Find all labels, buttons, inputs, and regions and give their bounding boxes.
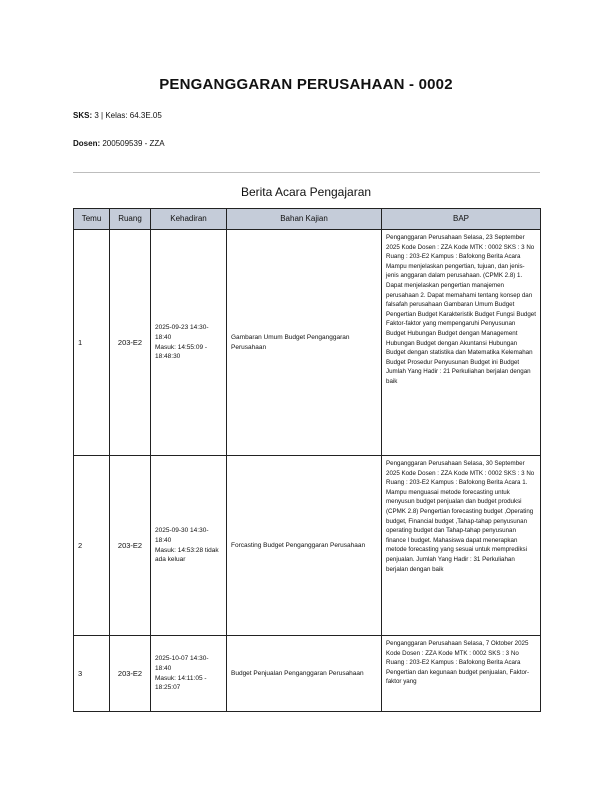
bahan-kajian-cell: Forcasting Budget Penganggaran Perusahaan [227, 456, 382, 636]
header-kehadiran: Kehadiran [151, 209, 227, 230]
kehadiran-masuk: Masuk: 14:11:05 - 18:25:07 [155, 674, 207, 692]
kehadiran-time: 2025-10-07 14:30-18:40 [155, 655, 209, 672]
bap-cell: Penganggaran Perusahaan Selasa, 23 September 2025 Kode Dosen : ZZA Kode MTK : 0002 SKS : 3 No Ruang : 203-E2 Kampus : Bafokong Berita Acara Mampu menjelaskan pengertian, tujuan, dan jenis-jenis anggaran dalam perusahaan. (CPMK 2.8) 1. Dapat menjelaskan pengertian manajemen perusahaan 2. Dapat memahami tentang konsep dan falsafah perusahaan Gambaran Umum Budget Pengertian Budget Karakteristik Budget Fungsi Budget Faktor-faktor yang mempengaruhi Penyusunan Budget Hubungan Budget dengan Management Hubungan Budget dengan Akuntansi Hubungan Budget dengan statistika dan Matematika Kelemahan Budget Prosedur Penyusunan Budget ini Budget Jumlah Yang Hadir : 21 Perkuliahan berjalan dengan baik [382, 230, 541, 456]
header-temu: Temu [74, 209, 110, 230]
kehadiran-time: 2025-09-23 14:30-18:40 [155, 324, 209, 341]
ruang-cell: 203-E2 [110, 456, 151, 636]
header-bap: BAP [382, 209, 541, 230]
kehadiran-masuk: Masuk: 14:55:09 - 18:48:30 [155, 343, 208, 361]
kehadiran-cell [151, 456, 227, 636]
table-row [74, 636, 541, 712]
header-bahan-kajian: Bahan Kajian [227, 209, 382, 230]
kehadiran-cell [151, 636, 227, 712]
bap-cell: Penganggaran Perusahaan Selasa, 30 September 2025 Kode Dosen : ZZA Kode MTK : 0002 SKS : 3 No Ruang : 203-E2 Kampus : Bafokong Berita Acara 1. Mampu menguasai metode forecasting untuk menyusun budget penjualan dan budget produksi (CPMK 2.8) Pengertian forecasting budget ,Operating budget, Financial budget ,Tahap-tahap penyusunan operating budget dan Tahap-tahap penyusunan finance l budget. Mahasiswa dapat menerapkan metode forecasting yang sesuai untuk memprediksi penjualan. Jumlah Yang Hadir : 31 Perkuliahan berjalan dengan baik [382, 456, 541, 636]
temu-cell: 1 [74, 230, 110, 456]
bahan-kajian-cell: Gambaran Umum Budget Penganggaran Perusahaan [227, 230, 382, 456]
header-ruang: Ruang [110, 209, 151, 230]
dosen-value: 200509539 - ZZA [102, 139, 165, 148]
sks-line [73, 111, 162, 120]
kehadiran-time: 2025-09-30 14:30-18:40 [155, 527, 209, 544]
table-row [74, 230, 541, 456]
table-header-row [74, 209, 541, 230]
bap-cell: Penganggaran Perusahaan Selasa, 7 Oktober 2025 Kode Dosen : ZZA Kode MTK : 0002 SKS : 3 No Ruang : 203-E2 Kampus : Bafokong Berita Acara Pengertian dan kegunaan budget penjualan, Faktor-faktor yang [382, 636, 541, 712]
dosen-line [73, 139, 165, 148]
sks-value: 3 | Kelas: 64.3E.05 [94, 111, 162, 120]
bap-table [73, 208, 541, 712]
ruang-cell: 203-E2 [110, 230, 151, 456]
page-title: PENGANGGARAN PERUSAHAAN - 0002 [159, 76, 453, 93]
dosen-label: Dosen: [73, 139, 101, 148]
kehadiran-masuk: Masuk: 14:53:28 tidak ada keluar [155, 546, 219, 564]
table-row [74, 456, 541, 636]
divider [73, 172, 540, 173]
sks-label: SKS: [73, 111, 93, 120]
section-title: Berita Acara Pengajaran [240, 185, 372, 199]
bahan-kajian-cell: Budget Penjualan Penganggaran Perusahaan [227, 636, 382, 712]
temu-cell: 2 [74, 456, 110, 636]
ruang-cell: 203-E2 [110, 636, 151, 712]
temu-cell: 3 [74, 636, 110, 712]
kehadiran-cell [151, 230, 227, 456]
